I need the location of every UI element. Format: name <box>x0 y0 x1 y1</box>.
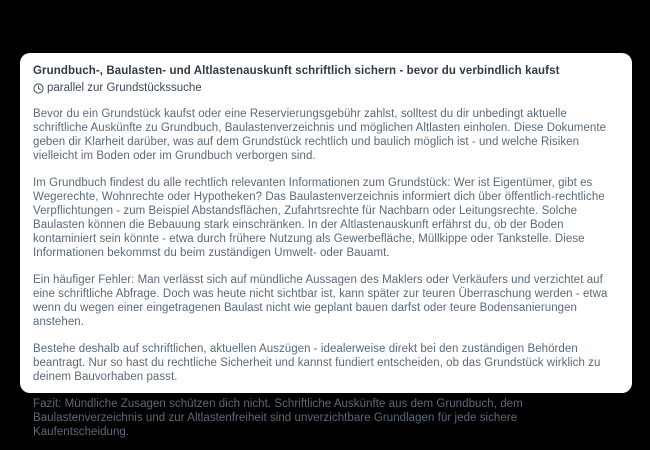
paragraph: Bevor du ein Grundstück kaufst oder eine Reservierungsgebühr zahlst, solltest du dir unbedingt aktuelle schriftliche Auskünfte zu Grundbuch, Baulastenverzeichnis und möglichen Altlasten einholen. Diese Dokumente geben dir Klarheit darüber, was auf dem Grundstück rechtlich und baulich möglich ist - und welche Risiken vielleicht im Boden oder im Grundbuch verborgen sind. <box>33 108 607 162</box>
clock-icon <box>33 83 44 94</box>
paragraph: Bestehe deshalb auf schriftlichen, aktuellen Auszügen - idealerweise direkt bei den zuständigen Behörden beantragt. Nur so hast du rechtliche Sicherheit und kannst fundiert entscheiden, ob das Grundstück wirklich zu deinem Bauvorhaben passt. <box>33 343 601 383</box>
paragraph: Ein häufiger Fehler: Man verlässt sich auf mündliche Aussagen des Maklers oder Verkäufers und verzichtet auf eine schriftliche Abfrage. Doch was heute nicht sichtbar ist, kann später zur teuren Überraschung werden - etwa wenn du wegen einer eingetragenen Baulast nicht wie geplant bauen darfst oder teure Bodensanierungen anstehen. <box>33 274 608 328</box>
info-card <box>20 53 632 438</box>
paragraph: Fazit: Mündliche Zusagen schützen dich nicht. Schriftliche Auskünfte aus dem Grundbuch, dem Baulastenverzeichnis und zur Altlastenfreiheit sind unverzichtbare Grundlagen für jede sichere Kaufentscheidung. <box>33 398 523 438</box>
card-title: Grundbuch-, Baulasten- und Altlastenauskunft schriftlich sichern - bevor du verbindlich kaufst <box>33 65 560 77</box>
timing-meta-label: parallel zur Grundstückssuche <box>47 82 202 94</box>
article-body <box>33 107 613 439</box>
paragraph: Im Grundbuch findest du alle rechtlich relevanten Informationen zum Grundstück: Wer ist Eigentümer, gibt es Wegerechte, Wohnrechte oder Hypotheken? Das Baulastenverzeichnis informiert dich über öffentlich-rechtliche Verpflichtungen - zum Beispiel Abstandsflächen, Zufahrtsrechte für Nachbarn oder Leitungsrechte. Solche Baulasten können die Bebauung stark einschränken. In der Altlastenauskunft erfährst du, ob der Boden kontaminiert sein könnte - etwa durch frühere Nutzung als Gewerbefläche, Müllkippe oder Tankstelle. Diese Informationen bekommst du beim zuständigen Umwelt- oder Bauamt. <box>33 177 605 259</box>
timing-meta-row <box>33 81 613 95</box>
